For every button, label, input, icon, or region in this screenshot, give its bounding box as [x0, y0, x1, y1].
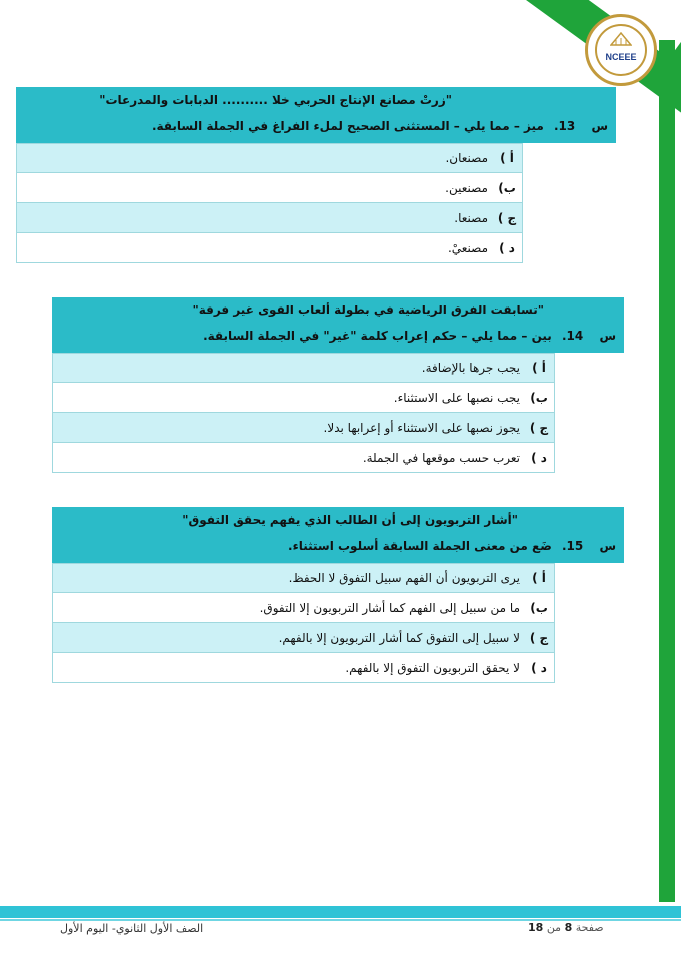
nceee-logo: [585, 14, 657, 86]
question-14-instruction: بين – مما يلي – حكم إعراب كلمة "غير" في الجملة السابقة.: [203, 329, 552, 343]
option-d[interactable]: [52, 653, 555, 683]
question-13-options: [16, 143, 523, 263]
question-15-instruction: ضَع من معنى الجملة السابقة أسلوب استثناء.: [288, 539, 552, 553]
question-13-header: [16, 87, 616, 143]
option-text: مصنعين.: [445, 180, 488, 195]
option-text: مصنعا.: [454, 210, 488, 225]
logo-emblem-icon: [610, 32, 632, 46]
question-15-stem: [52, 539, 624, 553]
footer-page-current: 8: [564, 921, 573, 934]
option-letter: أ ): [500, 151, 514, 165]
option-b[interactable]: [52, 593, 555, 623]
option-letter: ج ): [497, 210, 517, 225]
option-letter: ج ): [529, 420, 549, 435]
option-letter: ج ): [529, 630, 549, 645]
option-text: مصنعيْ.: [447, 240, 488, 255]
footer-of-word: من: [546, 921, 562, 934]
option-c[interactable]: [16, 203, 523, 233]
option-text: مصنعان.: [445, 151, 488, 165]
question-13-instruction: ميز – مما يلي – المستثنى الصحيح لملء الفراغ في الجملة السابقة.: [151, 119, 544, 133]
question-14-number: 14.: [561, 329, 584, 343]
option-d[interactable]: [16, 233, 523, 263]
question-14-header: [52, 297, 624, 353]
option-c[interactable]: [52, 623, 555, 653]
question-15-prefix: س: [599, 539, 616, 553]
question-14-prefix: س: [599, 329, 616, 343]
question-15-header: [52, 507, 624, 563]
option-b[interactable]: [52, 383, 555, 413]
logo-text: NCEEE: [605, 52, 637, 62]
option-text: لا يحقق التربويون التفوق إلا بالفهم.: [345, 660, 520, 675]
option-b[interactable]: [16, 173, 523, 203]
option-text: تعرب حسب موقعها في الجملة.: [362, 450, 520, 465]
option-a[interactable]: [52, 563, 555, 593]
question-13-quote: "زرتْ مصانع الإنتاج الحربي خلا .......... الدبابات والمدرعات": [99, 93, 452, 107]
question-13-stem: [16, 119, 616, 133]
option-a[interactable]: [52, 353, 555, 383]
option-text: يرى التربويون أن الفهم سبيل التفوق لا الحفظ.: [288, 571, 520, 585]
option-text: لا سبيل إلى التفوق كما أشار التربويون إلا بالفهم.: [278, 630, 520, 645]
footer-band: [0, 906, 681, 918]
option-letter: د ): [531, 450, 547, 465]
question-14-options: [52, 353, 555, 473]
option-letter: ب): [530, 600, 548, 615]
option-letter: أ ): [532, 571, 546, 585]
option-letter: ب): [498, 180, 516, 195]
footer-page-total: 18: [528, 921, 544, 934]
footer-page-word: صفحة: [575, 921, 604, 934]
question-14-quote: "تسابقت الفرق الرياضية في بطولة ألعاب القوى غير فرقة": [192, 303, 544, 317]
option-text: يجوز نصبها على الاستثناء أو إعرابها بدلا.: [323, 420, 520, 435]
question-15-number: 15.: [561, 539, 584, 553]
footer-grade-label: الصف الأول الثانوي- اليوم الأول: [60, 922, 204, 935]
option-a[interactable]: [16, 143, 523, 173]
question-15-options: [52, 563, 555, 683]
option-letter: ب): [530, 390, 548, 405]
option-letter: د ): [499, 240, 515, 255]
logo-inner-ring: [595, 24, 647, 76]
option-text: يجب جرها بالإضافة.: [421, 361, 520, 375]
question-13-number: 13.: [553, 119, 576, 133]
footer-page-number: [528, 921, 604, 934]
question-15-quote: "أشار التربويون إلى أن الطالب الذي يفهم يحقق التفوق": [182, 513, 518, 527]
question-13-prefix: س: [591, 119, 608, 133]
option-text: ما من سبيل إلى الفهم كما أشار التربويون إلا التفوق.: [259, 600, 520, 615]
right-green-border: [659, 40, 675, 902]
question-14-stem: [52, 329, 624, 343]
option-text: يجب نصبها على الاستثناء.: [393, 390, 520, 405]
option-letter: أ ): [532, 361, 546, 375]
option-letter: د ): [531, 660, 547, 675]
option-c[interactable]: [52, 413, 555, 443]
option-d[interactable]: [52, 443, 555, 473]
